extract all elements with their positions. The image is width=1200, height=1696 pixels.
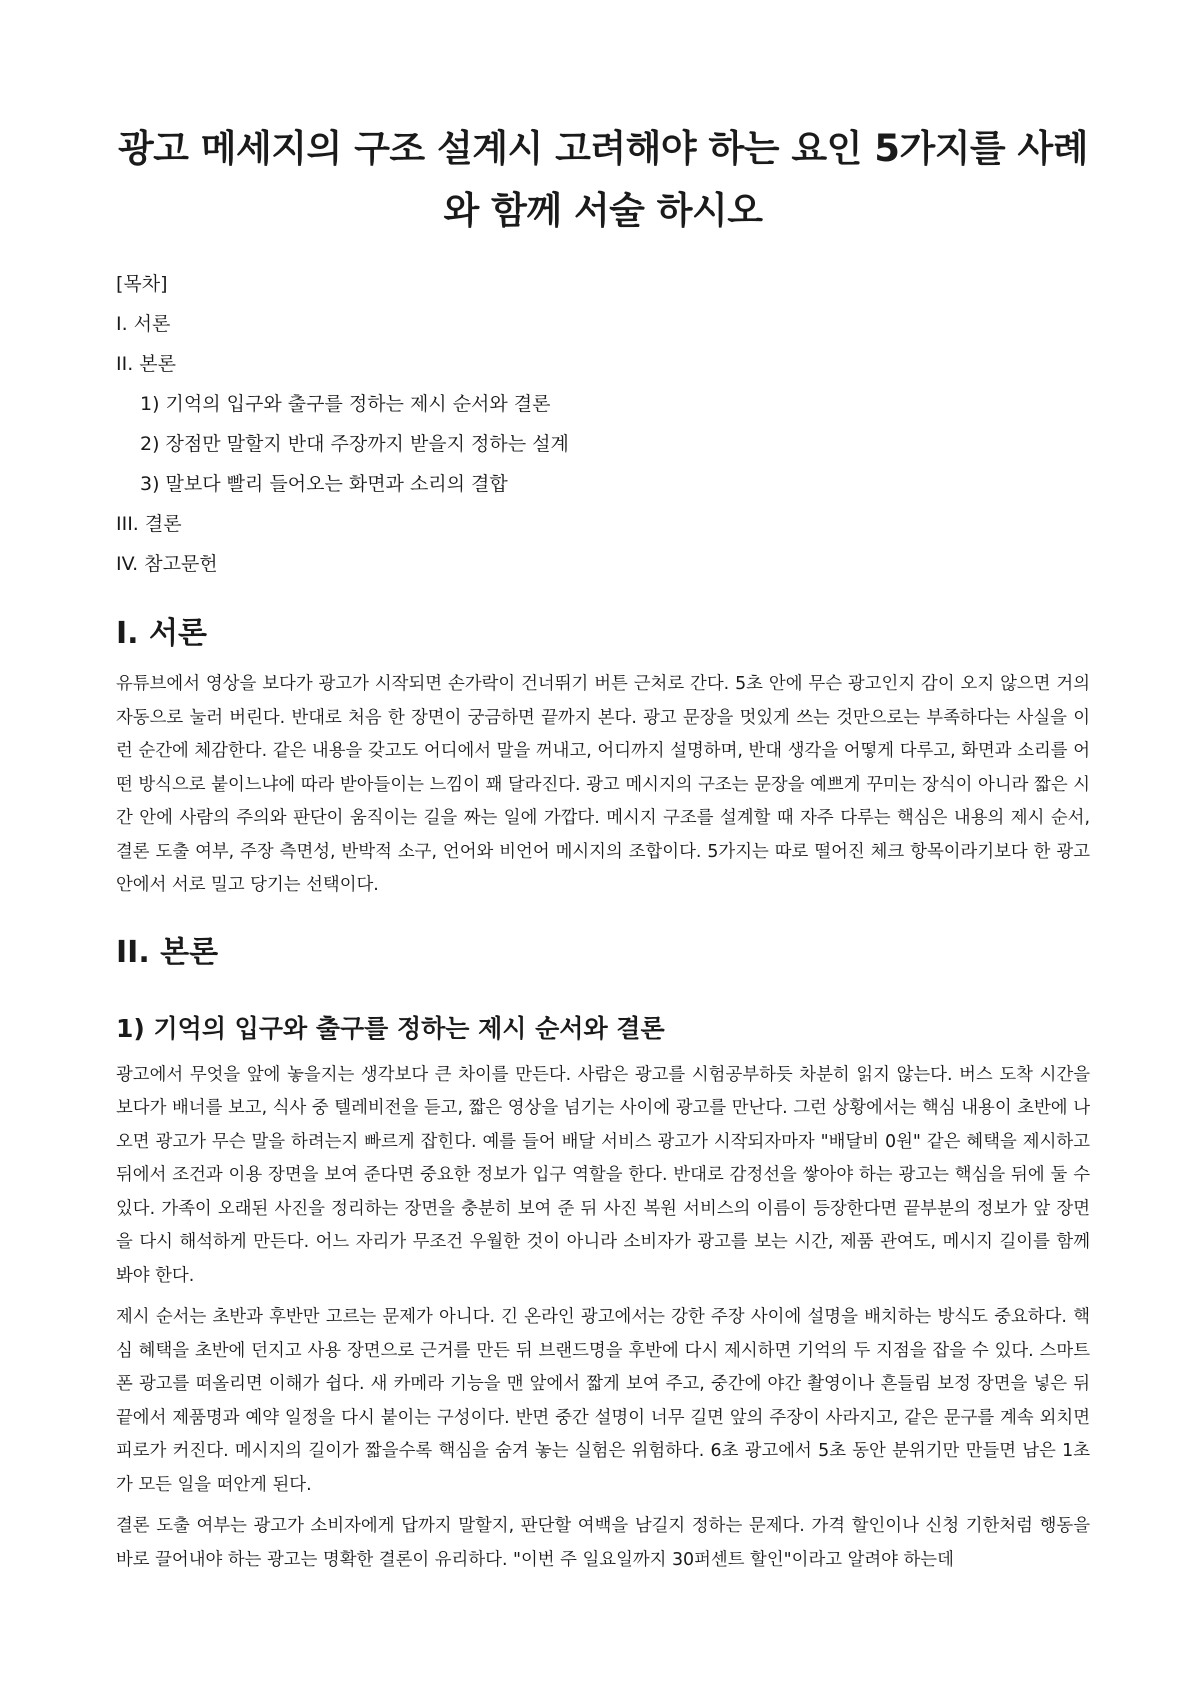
toc-item-body-3: 3) 말보다 빨리 들어오는 화면과 소리의 결합 xyxy=(140,473,508,495)
section-heading-body: II. 본론 xyxy=(116,934,219,970)
document-page xyxy=(116,118,1090,1585)
body-paragraph: 광고에서 무엇을 앞에 놓을지는 생각보다 큰 차이를 만든다. 사람은 광고를 시험공부하듯 차분히 읽지 않는다. 버스 도착 시간을 보다가 배너를 보고, 식사 중 텔레비전을 듣고, 짧은 영상을 넘기는 사이에 광고를 만난다. 그런 상황에서는 핵심 내용이 초반에 나오면 광고가 무슨 말을 하려는지 빠르게 잡힌다. 예를 들어 배달 서비스 광고가 시작되자마자 "배달비 0원" 같은 혜택을 제시하고 뒤에서 조건과 이용 장면을 보여 준다면 중요한 정보가 입구 역할을 한다. 반대로 감정선을 쌓아야 하는 광고는 핵심을 뒤에 둘 수 있다. 가족이 오래된 사진을 정리하는 장면을 충분히 보여 준 뒤 사진 복원 서비스의 이름이 등장한다면 끝부분의 정보가 앞 장면을 다시 해석하게 만든다. 어느 자리가 무조건 우월한 것이 아니라 소비자가 광고를 보는 시간, 제품 관여도, 메시지 길이를 함께 봐야 한다. xyxy=(116,1064,1090,1286)
toc-item-intro: I. 서론 xyxy=(116,313,171,335)
intro-paragraph: 유튜브에서 영상을 보다가 광고가 시작되면 손가락이 건너뛰기 버튼 근처로 간다. 5초 안에 무슨 광고인지 감이 오지 않으면 거의 자동으로 눌러 버린다. 반대로 처음 한 장면이 궁금하면 끝까지 본다. 광고 문장을 멋있게 쓰는 것만으로는 부족하다는 사실을 이런 순간에 체감한다. 같은 내용을 갖고도 어디에서 말을 꺼내고, 어디까지 설명하며, 반대 생각을 어떻게 다루고, 화면과 소리를 어떤 방식으로 붙이느냐에 따라 받아들이는 느낌이 꽤 달라진다. 광고 메시지의 구조는 문장을 예쁘게 꾸미는 장식이 아니라 짧은 시간 안에 사람의 주의와 판단이 움직이는 길을 짜는 일에 가깝다. 메시지 구조를 설계할 때 자주 다루는 핵심은 내용의 제시 순서, 결론 도출 여부, 주장 측면성, 반박적 소구, 언어와 비언어 메시지의 조합이다. 5가지는 따로 떨어진 체크 항목이라기보다 한 광고 안에서 서로 밀고 당기는 선택이다. xyxy=(116,674,1090,895)
toc-item-body: II. 본론 xyxy=(116,353,176,375)
body-paragraph: 결론 도출 여부는 광고가 소비자에게 답까지 말할지, 판단할 여백을 남길지 정하는 문제다. 가격 할인이나 신청 기한처럼 행동을 바로 끌어내야 하는 광고는 명확한 결론이 유리하다. "이번 주 일요일까지 30퍼센트 할인"이라고 알려야 하는데 xyxy=(116,1516,1090,1570)
toc-item-body-2: 2) 장점만 말할지 반대 주장까지 받을지 정하는 설계 xyxy=(140,433,569,455)
toc-item-conclusion: III. 결론 xyxy=(116,513,182,535)
table-of-contents xyxy=(116,264,1090,584)
toc-item-references: IV. 참고문헌 xyxy=(116,553,218,575)
document-title: 광고 메세지의 구조 설계시 고려해야 하는 요인 5가지를 사례와 함께 서술 하시오 xyxy=(117,127,1089,232)
toc-item-body-1: 1) 기억의 입구와 출구를 정하는 제시 순서와 결론 xyxy=(140,393,551,415)
body-paragraph: 제시 순서는 초반과 후반만 고르는 문제가 아니다. 긴 온라인 광고에서는 강한 주장 사이에 설명을 배치하는 방식도 중요하다. 핵심 혜택을 초반에 던지고 사용 장면으로 근거를 만든 뒤 브랜드명을 후반에 다시 제시하면 기억의 두 지점을 잡을 수 있다. 스마트폰 광고를 떠올리면 이해가 쉽다. 새 카메라 기능을 맨 앞에서 짧게 보여 주고, 중간에 야간 촬영이나 흔들림 보정 장면을 넣은 뒤 끝에서 제품명과 예약 일정을 다시 붙이는 구성이다. 반면 중간 설명이 너무 길면 앞의 주장이 사라지고, 같은 문구를 계속 외치면 피로가 커진다. 메시지의 길이가 짧을수록 핵심을 숨겨 놓는 실험은 위험하다. 6초 광고에서 5초 동안 분위기만 만들면 남은 1초가 모든 일을 떠안게 된다. xyxy=(116,1307,1090,1495)
section-heading-intro: I. 서론 xyxy=(116,616,207,651)
subsection-heading-1: 1) 기억의 입구와 출구를 정하는 제시 순서와 결론 xyxy=(116,1013,665,1043)
toc-heading: [목차] xyxy=(116,273,168,295)
